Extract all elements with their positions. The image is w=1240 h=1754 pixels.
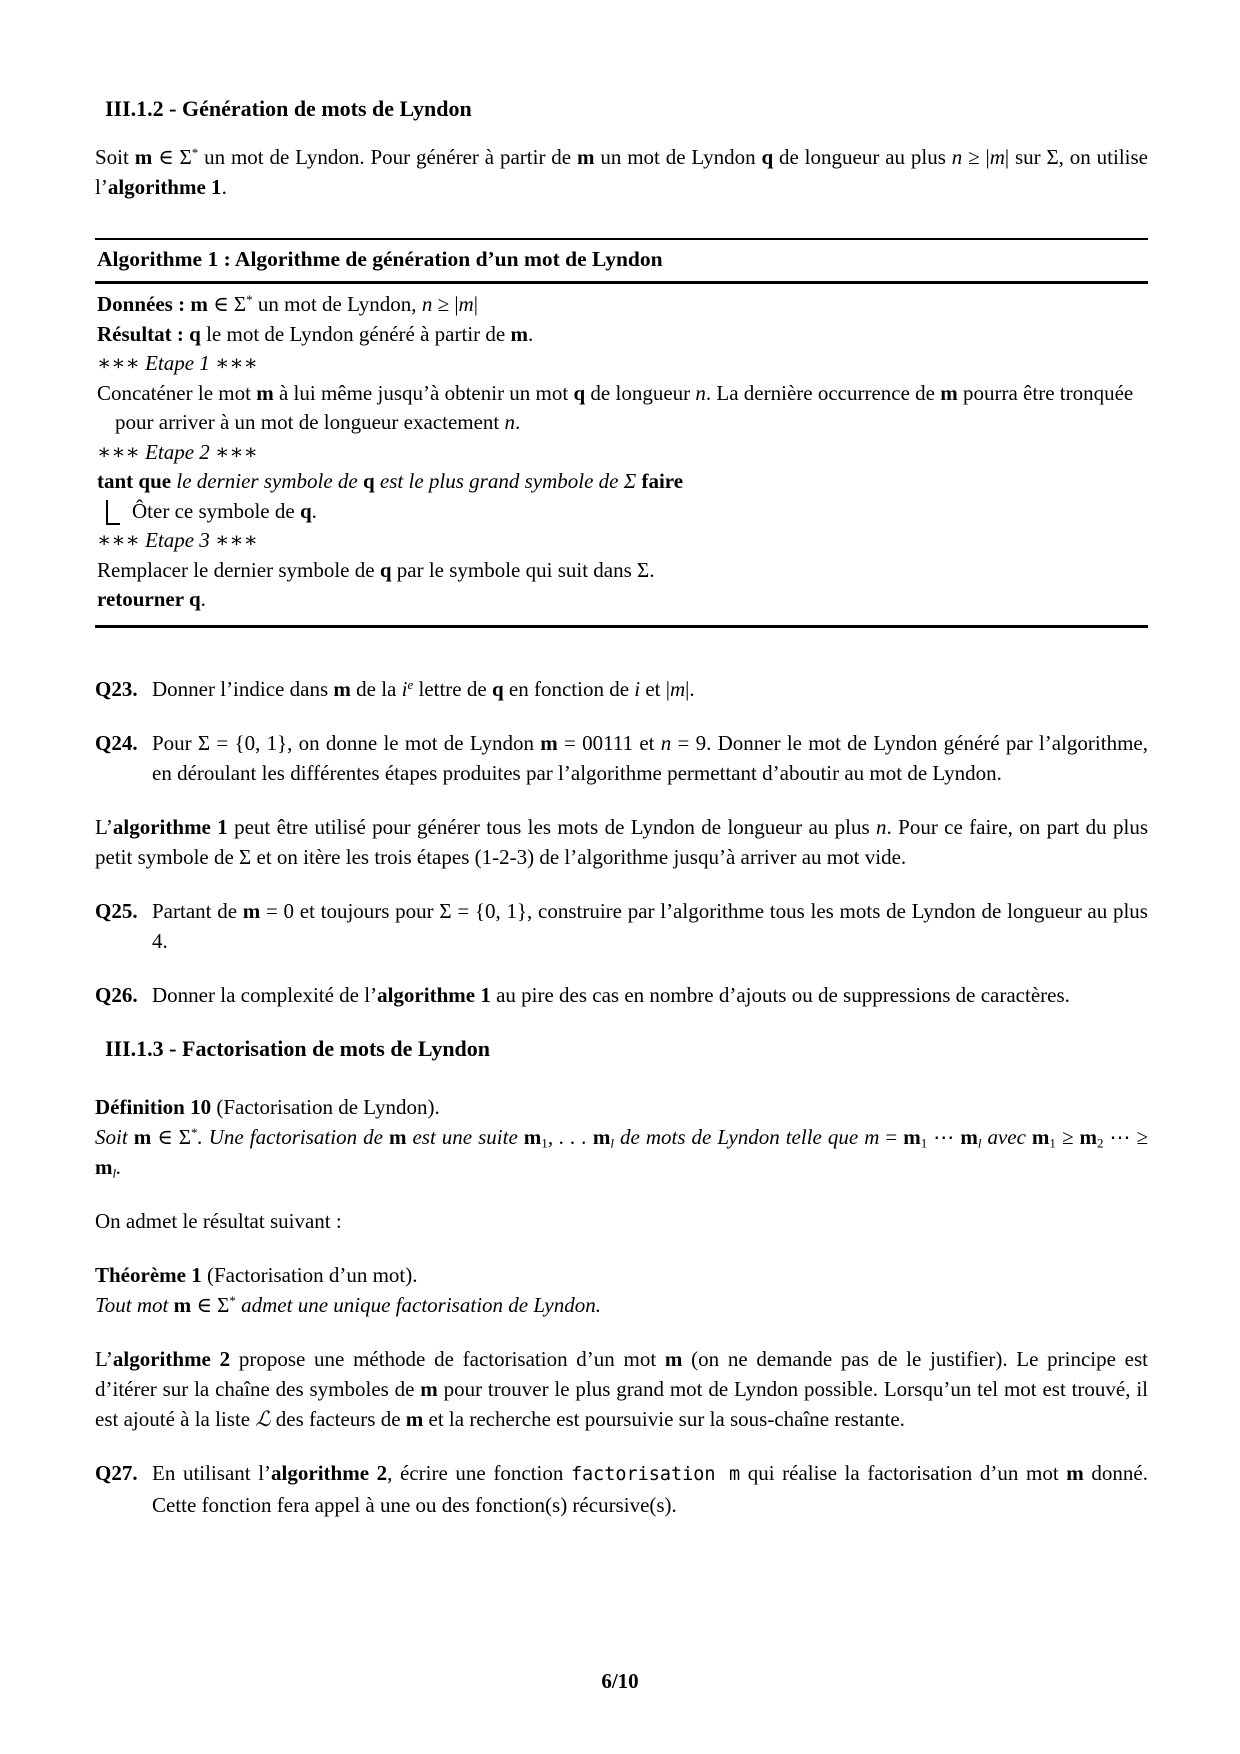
question-q23 <box>95 674 1148 704</box>
algorithm-title: Algorithme 1 : Algorithme de génération d’un mot de Lyndon <box>95 240 1148 284</box>
question-body-q27: En utilisant l’algorithme 2, écrire une fonction factorisation m qui réalise la factorisation d’un mot m donné. Cette fonction fera appel à une ou des fonction(s) récursive(s). <box>152 1460 1148 1517</box>
algorithm-step1-label: ∗∗∗ Etape 1 ∗∗∗ <box>97 351 258 375</box>
algorithm-body <box>95 284 1148 625</box>
algorithm-step3-label: ∗∗∗ Etape 3 ∗∗∗ <box>97 528 258 552</box>
page-number: 6/10 <box>601 1669 639 1693</box>
intro-paragraph: Soit m ∈ Σ* un mot de Lyndon. Pour générer à partir de m un mot de Lyndon q de longueur au plus n ≥ |m| sur Σ, on utilise l’algorithme 1. <box>95 144 1148 199</box>
algorithm-while-body <box>97 497 1148 527</box>
algorithm-step3-body: Remplacer le dernier symbole de q par le symbole qui suit dans Σ. <box>97 557 655 582</box>
definition-body: Soit m ∈ Σ*. Une factorisation de m est une suite $m_1$, . . . $m_l$ de mots de Lyndon telle que $m = m_1$ ⋯ $m_l$ avec $m_1 \ge m_2$ ⋯ ≥ $m_l$. <box>95 1124 1149 1180</box>
question-q26 <box>95 980 1148 1010</box>
question-label-q26: Q26. <box>95 982 138 1007</box>
theorem-head: Théorème 1 (Factorisation d’un mot). <box>95 1262 418 1287</box>
question-q24 <box>95 728 1148 788</box>
question-label-q25: Q25. <box>95 898 138 923</box>
theorem-1 <box>95 1260 1148 1320</box>
algorithm-while-line: tant que le dernier symbole de q est le plus grand symbole de Σ faire <box>97 469 684 493</box>
question-label-q27: Q27. <box>95 1460 138 1485</box>
algorithm-result-line: Résultat : q le mot de Lyndon généré à partir de m. <box>97 321 534 346</box>
definition-10 <box>95 1092 1148 1182</box>
question-label-q24: Q24. <box>95 730 138 755</box>
definition-head: Définition 10 (Factorisation de Lyndon). <box>95 1094 440 1119</box>
algorithm-data-line: Données : m ∈ Σ* un mot de Lyndon, n ≥ |m| <box>97 291 478 316</box>
question-label-q23: Q23. <box>95 676 138 701</box>
theorem-body: Tout mot m ∈ Σ* admet une unique factorisation de Lyndon. <box>95 1292 601 1317</box>
section-heading-generation: III.1.2 - Génération de mots de Lyndon <box>105 96 472 121</box>
question-body-q23: Donner l’indice dans m de la $i^e$ lettre de q en fonction de i et |m|. <box>152 676 695 701</box>
question-q27 <box>95 1458 1148 1520</box>
section-heading-factorisation: III.1.3 - Factorisation de mots de Lyndon <box>105 1035 491 1061</box>
algorithm-while-body-text: Ôter ce symbole de q. <box>132 498 317 523</box>
interlude-paragraph: L’algorithme 1 peut être utilisé pour générer tous les mots de Lyndon de longueur au plus n. Pour ce faire, on part du plus petit symbole de Σ et on itère les trois étapes (1-2-3) de l’algorithme jusqu’à arriver au mot vide. <box>95 814 1148 869</box>
question-body-q26: Donner la complexité de l’algorithme 1 au pire des cas en nombre d’ajouts ou de suppressions de caractères. <box>152 982 1070 1007</box>
algorithm-step1-body: Concaténer le mot m à lui même jusqu’à obtenir un mot q de longueur n. La dernière occurrence de m pourra être tronquée pour arriver à un mot de longueur exactement n. <box>97 380 1134 434</box>
question-q25 <box>95 896 1148 956</box>
admit-line: On admet le résultat suivant : <box>95 1208 342 1233</box>
algorithm-step2-label: ∗∗∗ Etape 2 ∗∗∗ <box>97 439 258 464</box>
question-body-q25: Partant de m = 0 et toujours pour Σ = {0, 1}, construire par l’algorithme tous les mots de Lyndon de longueur au plus 4. <box>152 898 1148 953</box>
question-body-q24: Pour Σ = {0, 1}, on donne le mot de Lyndon m = 00111 et n = 9. Donner le mot de Lyndon généré par l’algorithme, en déroulant les différentes étapes produites par l’algorithme permettant d’aboutir au mot de Lyndon. <box>152 730 1148 785</box>
algorithm-box <box>95 238 1148 628</box>
block-end-marker <box>106 500 120 525</box>
algorithm2-paragraph: L’algorithme 2 propose une méthode de factorisation d’un mot m (on ne demande pas de le justifier). Le principe est d’itérer sur la chaîne des symboles de m pour trouver le plus grand mot de Lyndon possible. Lorsqu’un tel mot est trouvé, il est ajouté à la liste ℒ des facteurs de m et la recherche est poursuivie sur la sous-chaîne restante. <box>95 1346 1148 1431</box>
algorithm-return-line: retourner q. <box>97 587 206 611</box>
